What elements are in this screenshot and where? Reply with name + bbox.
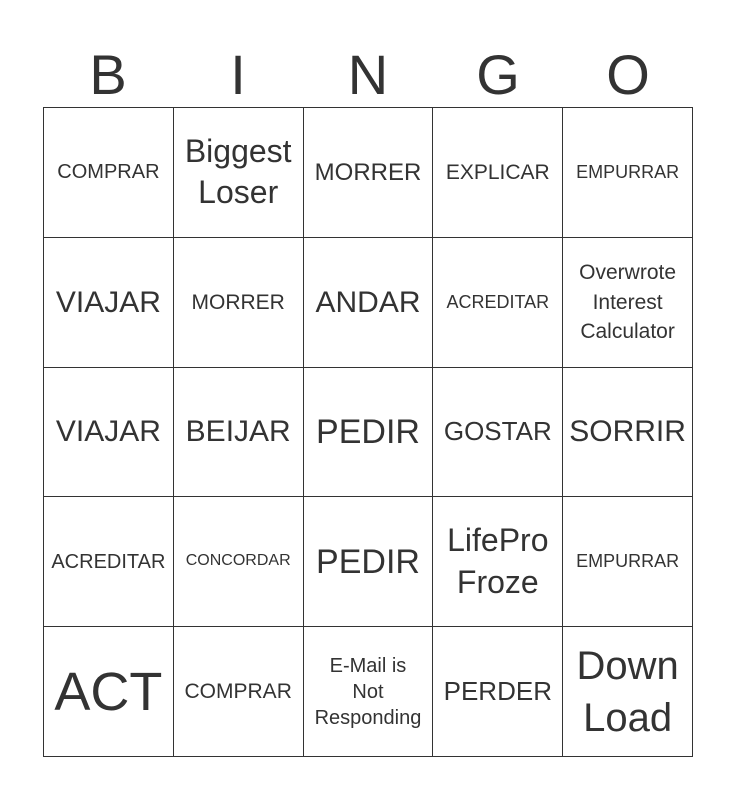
- cell-text: EMPURRAR: [576, 161, 680, 182]
- cell-text: CONCORDAR: [185, 552, 291, 570]
- bingo-cell[interactable]: [174, 108, 304, 238]
- bingo-header: [43, 42, 693, 108]
- bingo-cell[interactable]: [563, 368, 693, 498]
- cell-text: SORRIR: [569, 415, 686, 449]
- bingo-cell[interactable]: [44, 497, 174, 627]
- cell-text: PERDER: [443, 675, 552, 706]
- bingo-cell[interactable]: [563, 108, 693, 238]
- bingo-cell[interactable]: [44, 627, 174, 757]
- cell-text: MORRER: [314, 158, 422, 186]
- bingo-cell[interactable]: [44, 238, 174, 368]
- bingo-cell[interactable]: [304, 627, 434, 757]
- bingo-cell[interactable]: [174, 627, 304, 757]
- bingo-cell[interactable]: [174, 497, 304, 627]
- bingo-cell[interactable]: [433, 108, 563, 238]
- header-letter-b: B: [89, 43, 127, 106]
- cell-text: COMPRAR: [57, 161, 160, 184]
- bingo-cell[interactable]: [304, 108, 434, 238]
- header-letter-i: I: [230, 43, 246, 106]
- cell-text: COMPRAR: [184, 679, 292, 703]
- cell-text: GOSTAR: [443, 416, 552, 447]
- cell-text: Down Load: [576, 643, 679, 740]
- cell-text: EXPLICAR: [445, 160, 550, 184]
- bingo-cell[interactable]: [304, 368, 434, 498]
- bingo-cell[interactable]: [44, 108, 174, 238]
- bingo-cell[interactable]: [433, 497, 563, 627]
- cell-text: E-Mail is Not Responding: [314, 654, 422, 729]
- bingo-cell[interactable]: [304, 497, 434, 627]
- bingo-cell[interactable]: [304, 238, 434, 368]
- cell-text: VIAJAR: [55, 285, 161, 319]
- cell-text: BEIJAR: [185, 415, 291, 449]
- cell-text: ACT: [54, 661, 163, 722]
- header-letter-g: G: [476, 43, 520, 106]
- bingo-cell[interactable]: [174, 368, 304, 498]
- bingo-cell[interactable]: [44, 368, 174, 498]
- cell-text: ANDAR: [315, 285, 421, 319]
- bingo-card-grid: [43, 107, 693, 757]
- header-letter-n: N: [347, 43, 389, 106]
- header-letter-o: O: [606, 43, 650, 106]
- bingo-cell[interactable]: [433, 238, 563, 368]
- bingo-cell[interactable]: [563, 627, 693, 757]
- bingo-cell[interactable]: [174, 238, 304, 368]
- cell-text: PEDIR: [316, 542, 420, 581]
- cell-text: MORRER: [191, 290, 285, 314]
- bingo-cell[interactable]: [433, 368, 563, 498]
- cell-text: VIAJAR: [55, 415, 161, 449]
- cell-text: PEDIR: [316, 412, 420, 451]
- cell-text: ACREDITAR: [446, 291, 550, 312]
- cell-text: EMPURRAR: [576, 551, 680, 572]
- bingo-cell[interactable]: [563, 497, 693, 627]
- cell-text: LifePro Froze: [447, 522, 549, 600]
- bingo-cell[interactable]: [433, 627, 563, 757]
- cell-text: ACREDITAR: [51, 550, 166, 573]
- cell-text: Overwrote Interest Calculator: [579, 261, 677, 343]
- cell-text: Biggest Loser: [184, 132, 292, 211]
- bingo-cell[interactable]: [563, 238, 693, 368]
